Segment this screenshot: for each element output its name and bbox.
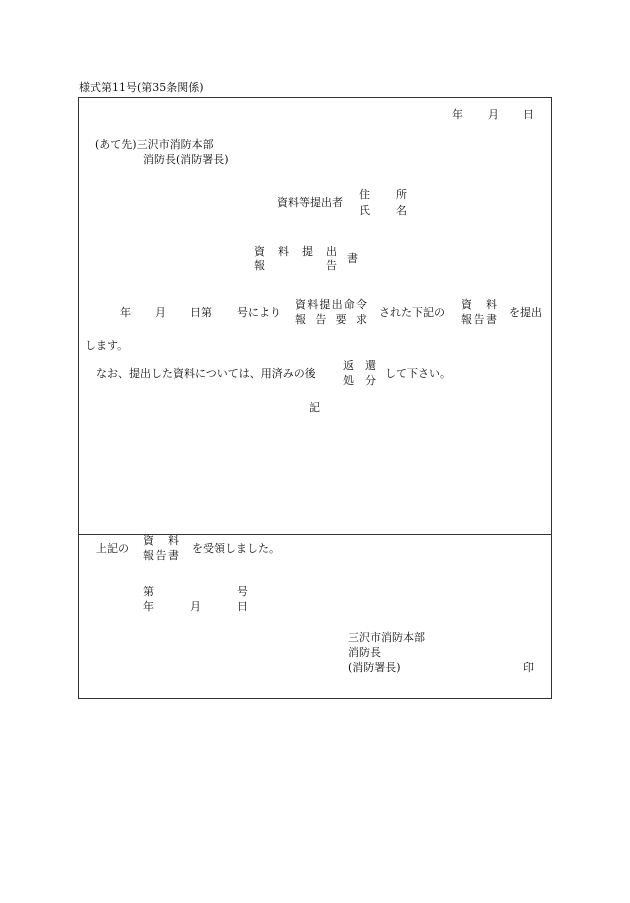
title-line1: 資 料 提 出	[254, 245, 337, 258]
doc-upper: 資 料	[461, 298, 497, 311]
return-lower: 処 分	[343, 374, 376, 387]
body-mid: された下記の	[379, 306, 445, 319]
order-lower: 報 告 要 求	[295, 313, 367, 326]
body-year: 年	[120, 306, 131, 319]
addressee-line1: (あて先)三沢市消防本部	[95, 138, 214, 151]
form-number: 様式第11号(第35条関係)	[79, 81, 204, 94]
body-continuation: します。	[85, 339, 129, 352]
issuer-line3: (消防署長)	[348, 661, 401, 674]
ki-heading: 記	[309, 401, 320, 414]
receipt-suffix: を受領しました。	[192, 542, 280, 555]
note-text: なお、提出した資料については、用済みの後	[96, 367, 316, 380]
receipt-doc-lower: 報 告 書	[143, 549, 179, 562]
addressee-line2: 消防長(消防署長)	[143, 153, 229, 166]
header-date-day: 日	[523, 108, 534, 121]
doc-lower: 報 告 書	[461, 313, 497, 326]
header-date-month: 月	[488, 108, 499, 121]
receipt-month: 月	[190, 600, 201, 613]
address-label: 住 所	[359, 188, 407, 201]
body-submit: を提出	[509, 306, 542, 319]
return-upper: 返 還	[343, 359, 376, 372]
seal-mark: 印	[523, 661, 534, 674]
submitter-label: 資料等提出者	[277, 196, 343, 209]
title-line2: 報 告	[254, 259, 337, 272]
title-suffix: 書	[347, 252, 358, 265]
order-upper: 資 料 提 出 命 令	[295, 298, 367, 311]
receipt-doc-upper: 資 料	[143, 534, 179, 547]
receipt-prefix: 上記の	[96, 542, 129, 555]
body-day-number: 日第	[190, 306, 212, 319]
name-label: 氏 名	[359, 204, 407, 217]
receipt-year: 年	[143, 600, 154, 613]
receipt-day: 日	[237, 600, 248, 613]
receipt-number-prefix: 第	[143, 585, 154, 598]
issuer-line1: 三沢市消防本部	[348, 631, 425, 644]
receipt-number-suffix: 号	[237, 585, 248, 598]
issuer-line2: 消防長	[348, 646, 381, 659]
body-number-by: 号により	[237, 306, 281, 319]
body-month: 月	[155, 306, 166, 319]
note-end: して下さい。	[385, 367, 451, 380]
header-date-year: 年	[452, 108, 463, 121]
